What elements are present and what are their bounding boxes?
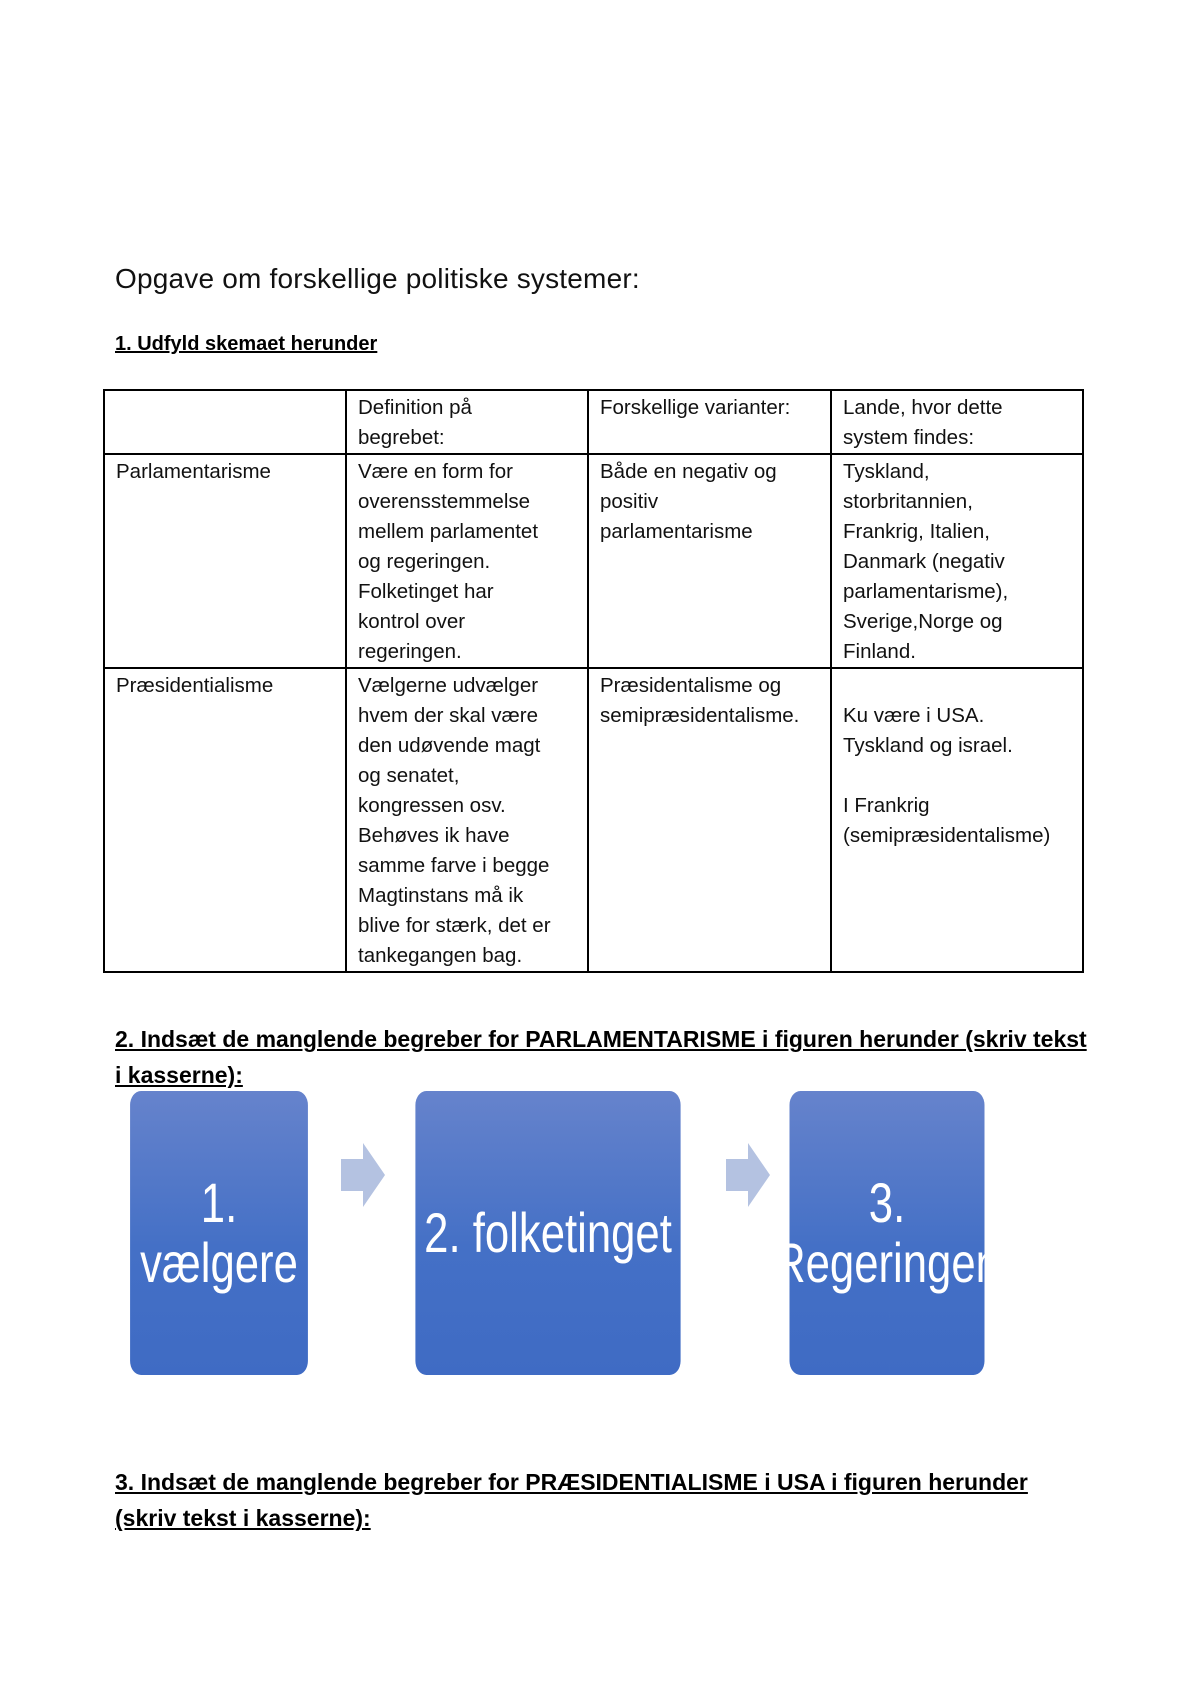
cell-countries[interactable]: Ku være i USA. Tyskland og israel. I Frankrig (semipræsidentalisme)	[831, 668, 1083, 972]
cell-variants[interactable]: Både en negativ og positiv parlamentarisme	[588, 454, 831, 668]
table-header-cell-empty[interactable]	[104, 390, 346, 454]
cell-definition[interactable]: Vælgerne udvælger hvem der skal være den udøvende magt og senatet, kongressen osv. Behøves ik have samme farve i begge Magtinstans må ik blive for stærk, det er tankegangen bag.	[346, 668, 588, 972]
flow-box-parliament[interactable]	[415, 1091, 680, 1375]
flow-box-label: 2. folketinget	[424, 1201, 672, 1264]
table-header-cell-countries[interactable]: Lande, hvor dette system findes:	[831, 390, 1083, 454]
flow-box-label: 1. vælgere	[140, 1171, 298, 1294]
comparison-table	[103, 389, 1084, 973]
row-label-praesidentialisme[interactable]: Præsidentialisme	[104, 668, 346, 972]
table-header-cell-variants[interactable]: Forskellige varianter:	[588, 390, 831, 454]
cell-variants[interactable]: Præsidentalisme og semipræsidentalisme.	[588, 668, 831, 972]
row-label-parlamentarisme[interactable]: Parlamentarisme	[104, 454, 346, 668]
table-row	[104, 668, 1083, 972]
table-row	[104, 454, 1083, 668]
flow-box-voters[interactable]	[130, 1091, 308, 1375]
flow-box-label: 3. Regeringen	[774, 1171, 1000, 1294]
table-header-row	[104, 390, 1083, 454]
table-header-cell-definition[interactable]: Definition på begrebet:	[346, 390, 588, 454]
page-title: Opgave om forskellige politiske systemer:	[115, 263, 640, 294]
flow-box-government[interactable]	[774, 1091, 1000, 1375]
section-1-heading: 1. Udfyld skemaet herunder	[115, 333, 378, 355]
section-2-heading: 2. Indsæt de manglende begreber for PARLAMENTARISME i figuren herunder (skriv tekst i kasserne):	[115, 1026, 1087, 1088]
cell-countries[interactable]: Tyskland, storbritannien, Frankrig, Italien, Danmark (negativ parlamentarisme), Sverige,Norge og Finland.	[831, 454, 1083, 668]
section-3-heading: 3. Indsæt de manglende begreber for PRÆSIDENTIALISME i USA i figuren herunder (skriv tekst i kasserne):	[115, 1469, 1028, 1531]
cell-definition[interactable]: Være en form for overensstemmelse mellem parlamentet og regeringen. Folketinget har kontrol over regeringen.	[346, 454, 588, 668]
arrow-shape	[341, 1143, 385, 1207]
arrow-shape	[726, 1143, 770, 1207]
